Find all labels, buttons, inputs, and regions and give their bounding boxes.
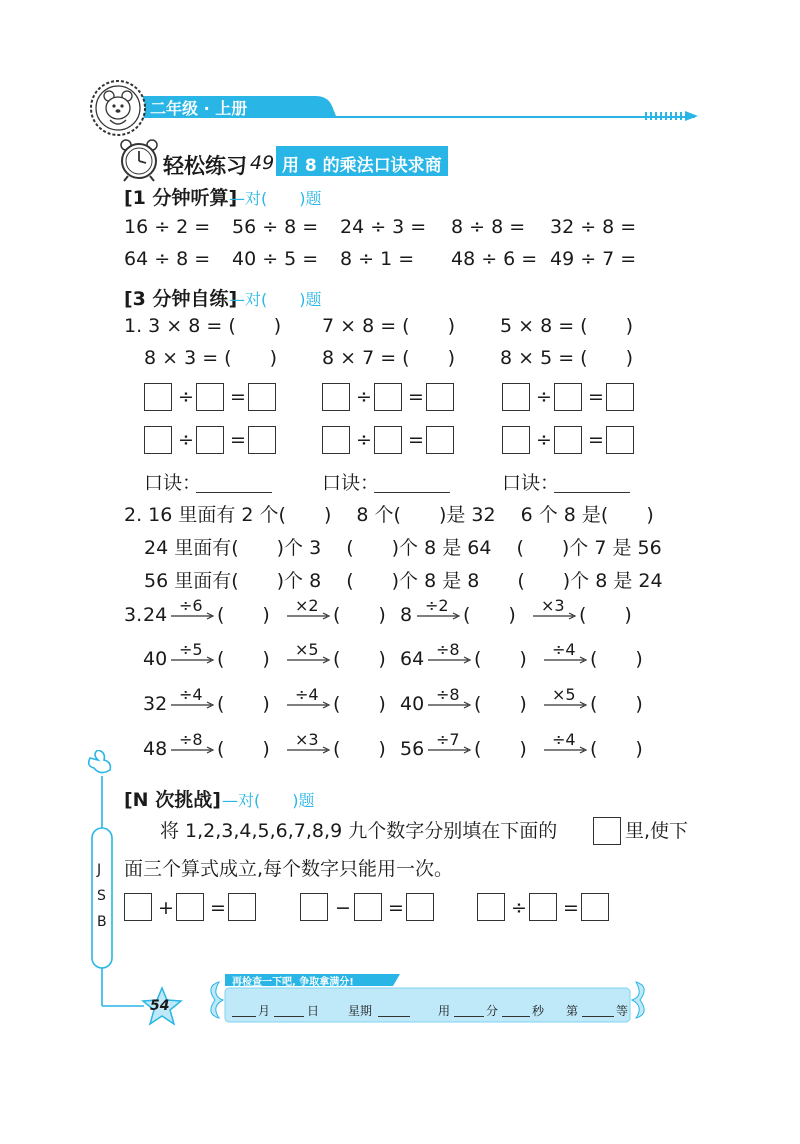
equals-sign: = — [210, 897, 226, 919]
footer-banner: 再检查一下吧, 争取拿满分! — [232, 977, 354, 988]
right-arrow-icon — [287, 612, 331, 620]
divide-sign: ÷ — [178, 429, 194, 451]
chain-start: 64 — [400, 648, 425, 670]
operation-label: ÷4 — [295, 685, 319, 704]
listen-item: 24 ÷ 3 = — [340, 216, 427, 238]
minutes-blank[interactable] — [454, 1016, 484, 1017]
answer-box[interactable] — [477, 893, 505, 921]
answer-box[interactable] — [529, 893, 557, 921]
divide-sign: ÷ — [536, 429, 552, 451]
divide-sign: ÷ — [536, 386, 552, 408]
grade-label: 二年级 · 上册 — [150, 99, 248, 118]
answer-box[interactable] — [228, 893, 256, 921]
right-arrow-icon — [544, 746, 588, 754]
listen-item: 64 ÷ 8 = — [124, 248, 211, 270]
answer-box[interactable] — [354, 893, 382, 921]
q1-item: 5 × 8 = ( ) — [500, 315, 634, 337]
operation-label: ÷4 — [552, 640, 576, 659]
right-arrow-icon — [428, 746, 472, 754]
answer-box[interactable] — [248, 426, 276, 454]
field-label: 第 — [566, 1004, 579, 1018]
listen-item: 8 ÷ 1 = — [340, 248, 415, 270]
answer-paren[interactable]: ( ) — [333, 738, 386, 760]
answer-box[interactable] — [426, 383, 454, 411]
operation-label: ×5 — [295, 640, 319, 659]
listening-score: —对( )题 — [229, 189, 322, 208]
operation-label: ÷8 — [436, 685, 460, 704]
right-arrow-icon — [417, 612, 461, 620]
clock-icon — [116, 136, 162, 182]
operation-label: ÷2 — [425, 596, 449, 615]
operation-label: ÷4 — [179, 685, 203, 704]
right-arrow-icon — [428, 701, 472, 709]
page-number: 54 — [150, 998, 170, 1014]
listen-item: 8 ÷ 8 = — [451, 216, 526, 238]
seconds-blank[interactable] — [502, 1016, 530, 1017]
challenge-score: —对( )题 — [222, 791, 315, 810]
arrow-operation — [171, 687, 215, 713]
plus-sign: + — [158, 897, 174, 919]
sidebar-letter: S — [97, 888, 106, 904]
bear-logo-icon — [88, 78, 148, 138]
answer-box[interactable] — [374, 426, 402, 454]
right-arrow-icon — [287, 656, 331, 664]
chain-start: 56 — [400, 738, 425, 760]
field-label: 秒 — [532, 1004, 545, 1018]
operation-label: ÷7 — [436, 730, 460, 749]
listen-item: 48 ÷ 6 = — [451, 248, 538, 270]
operation-label: ×2 — [295, 596, 319, 615]
rank-blank[interactable] — [582, 1016, 614, 1017]
answer-paren[interactable]: ( ) — [579, 604, 632, 626]
month-blank[interactable] — [232, 1016, 256, 1017]
sidebar-letter: J — [97, 862, 102, 878]
chain-start: 24 — [143, 604, 168, 626]
answer-paren[interactable]: ( ) — [590, 738, 643, 760]
arrow-operation — [417, 598, 461, 624]
practice-label: [3 分钟自练] — [124, 288, 238, 310]
chain-start: 40 — [143, 648, 168, 670]
answer-paren[interactable]: ( ) — [217, 738, 270, 760]
q1-item: 7 × 8 = ( ) — [322, 315, 456, 337]
listen-item: 56 ÷ 8 = — [232, 216, 319, 238]
practice-score: —对( )题 — [229, 290, 322, 309]
answer-paren[interactable]: ( ) — [590, 648, 643, 670]
answer-box[interactable] — [374, 383, 402, 411]
operation-label: ÷8 — [179, 730, 203, 749]
operation-label: ÷5 — [179, 640, 203, 659]
answer-box[interactable] — [176, 893, 204, 921]
arrow-operation — [533, 598, 577, 624]
answer-paren[interactable]: ( ) — [333, 693, 386, 715]
answer-box[interactable] — [606, 426, 634, 454]
q3-number: 3. — [124, 604, 143, 626]
q2-line: 2. 16 里面有 2 个( ) 8 个( )是 32 6 个 8 是( ) — [124, 504, 654, 526]
challenge-text: 里,使下 — [625, 820, 689, 842]
field-label: 月 — [258, 1004, 271, 1018]
field-label: 星期 — [348, 1004, 373, 1018]
arrow-operation — [428, 642, 472, 668]
right-arrow-icon — [544, 701, 588, 709]
equals-sign: = — [408, 386, 424, 408]
operation-label: ×3 — [295, 730, 319, 749]
right-arrow-icon — [428, 656, 472, 664]
operation-label: ×5 — [552, 685, 576, 704]
q1-item: 8 × 7 = ( ) — [322, 347, 456, 369]
rhyme-label: 口诀： — [502, 472, 560, 494]
right-arrow-icon — [171, 701, 215, 709]
divide-sign: ÷ — [511, 897, 527, 919]
rhyme-label: 口诀： — [144, 472, 202, 494]
arrow-operation — [544, 642, 588, 668]
sidebar-letter: B — [97, 914, 107, 930]
answer-box[interactable] — [196, 426, 224, 454]
rhyme-blank[interactable] — [554, 492, 630, 493]
chain-start: 32 — [143, 693, 168, 715]
weekday-blank[interactable] — [378, 1016, 410, 1017]
listen-item: 49 ÷ 7 = — [550, 248, 637, 270]
minus-sign: − — [335, 897, 351, 919]
q1-item: 8 × 5 = ( ) — [500, 347, 634, 369]
answer-paren[interactable]: ( ) — [217, 648, 270, 670]
q1-item: 1. 3 × 8 = ( ) — [124, 315, 282, 337]
answer-paren[interactable]: ( ) — [217, 693, 270, 715]
equals-sign: = — [563, 897, 579, 919]
right-arrow-icon — [533, 612, 577, 620]
field-label: 日 — [307, 1004, 320, 1018]
listen-item: 16 ÷ 2 = — [124, 216, 211, 238]
example-box — [593, 817, 621, 845]
field-label: 等 — [616, 1004, 629, 1018]
q2-line: 24 里面有( )个 3 ( )个 8 是 64 ( )个 7 是 56 — [144, 537, 662, 559]
right-arrow-icon — [287, 701, 331, 709]
rhyme-blank[interactable] — [374, 492, 450, 493]
q2-line: 56 里面有( )个 8 ( )个 8 是 8 ( )个 8 是 24 — [144, 570, 663, 592]
operation-label: ÷8 — [436, 640, 460, 659]
chain-start: 8 — [400, 604, 413, 626]
listening-label: [1 分钟听算] — [124, 187, 238, 209]
challenge-label: [N 次挑战] — [124, 789, 221, 811]
arrow-operation — [428, 732, 472, 758]
answer-box[interactable] — [554, 383, 582, 411]
day-blank[interactable] — [274, 1016, 304, 1017]
equals-sign: = — [230, 386, 246, 408]
answer-paren[interactable]: ( ) — [474, 693, 527, 715]
right-arrow-icon — [171, 656, 215, 664]
listen-item: 32 ÷ 8 = — [550, 216, 637, 238]
lesson-topic: 用 8 的乘法口诀求商 — [282, 156, 442, 176]
arrow-operation — [171, 598, 215, 624]
operation-label: ÷4 — [552, 730, 576, 749]
rhyme-blank[interactable] — [196, 492, 272, 493]
lesson-title: 轻松练习 — [163, 154, 247, 178]
answer-box[interactable] — [502, 426, 530, 454]
arrow-operation — [287, 732, 331, 758]
field-label: 用 — [438, 1004, 451, 1018]
answer-box[interactable] — [124, 893, 152, 921]
chain-start: 40 — [400, 693, 425, 715]
answer-box[interactable] — [144, 426, 172, 454]
answer-paren[interactable]: ( ) — [590, 693, 643, 715]
right-arrow-icon — [287, 746, 331, 754]
equals-sign: = — [230, 429, 246, 451]
answer-paren[interactable]: ( ) — [474, 738, 527, 760]
answer-box[interactable] — [606, 383, 634, 411]
divide-sign: ÷ — [356, 429, 372, 451]
answer-box[interactable] — [502, 383, 530, 411]
answer-box[interactable] — [196, 383, 224, 411]
challenge-text: 将 1,2,3,4,5,6,7,8,9 九个数字分别填在下面的 — [160, 820, 558, 842]
answer-paren[interactable]: ( ) — [463, 604, 516, 626]
right-arrow-icon — [544, 656, 588, 664]
listen-item: 40 ÷ 5 = — [232, 248, 319, 270]
divide-sign: ÷ — [356, 386, 372, 408]
answer-box[interactable] — [581, 893, 609, 921]
answer-paren[interactable]: ( ) — [474, 648, 527, 670]
chain-start: 48 — [143, 738, 168, 760]
equals-sign: = — [388, 897, 404, 919]
challenge-text: 面三个算式成立,每个数字只能用一次。 — [124, 858, 454, 880]
answer-paren[interactable]: ( ) — [217, 604, 270, 626]
arrow-operation — [287, 642, 331, 668]
answer-paren[interactable]: ( ) — [333, 604, 386, 626]
lesson-number: 49 — [250, 152, 275, 174]
answer-box[interactable] — [554, 426, 582, 454]
answer-box[interactable] — [248, 383, 276, 411]
answer-box[interactable] — [300, 893, 328, 921]
arrow-operation — [544, 687, 588, 713]
equals-sign: = — [588, 386, 604, 408]
arrow-operation — [544, 732, 588, 758]
right-arrow-icon — [171, 612, 215, 620]
arrow-operation — [171, 642, 215, 668]
answer-box[interactable] — [144, 383, 172, 411]
arrow-operation — [287, 598, 331, 624]
equals-sign: = — [588, 429, 604, 451]
answer-paren[interactable]: ( ) — [333, 648, 386, 670]
field-label: 分 — [486, 1004, 499, 1018]
q1-item: 8 × 3 = ( ) — [144, 347, 278, 369]
operation-label: ×3 — [541, 596, 565, 615]
answer-box[interactable] — [322, 426, 350, 454]
answer-box[interactable] — [322, 383, 350, 411]
arrow-operation — [428, 687, 472, 713]
arrow-operation — [287, 687, 331, 713]
answer-box[interactable] — [406, 893, 434, 921]
operation-label: ÷6 — [179, 596, 203, 615]
rhyme-label: 口诀： — [322, 472, 380, 494]
equals-sign: = — [408, 429, 424, 451]
divide-sign: ÷ — [178, 386, 194, 408]
answer-box[interactable] — [426, 426, 454, 454]
